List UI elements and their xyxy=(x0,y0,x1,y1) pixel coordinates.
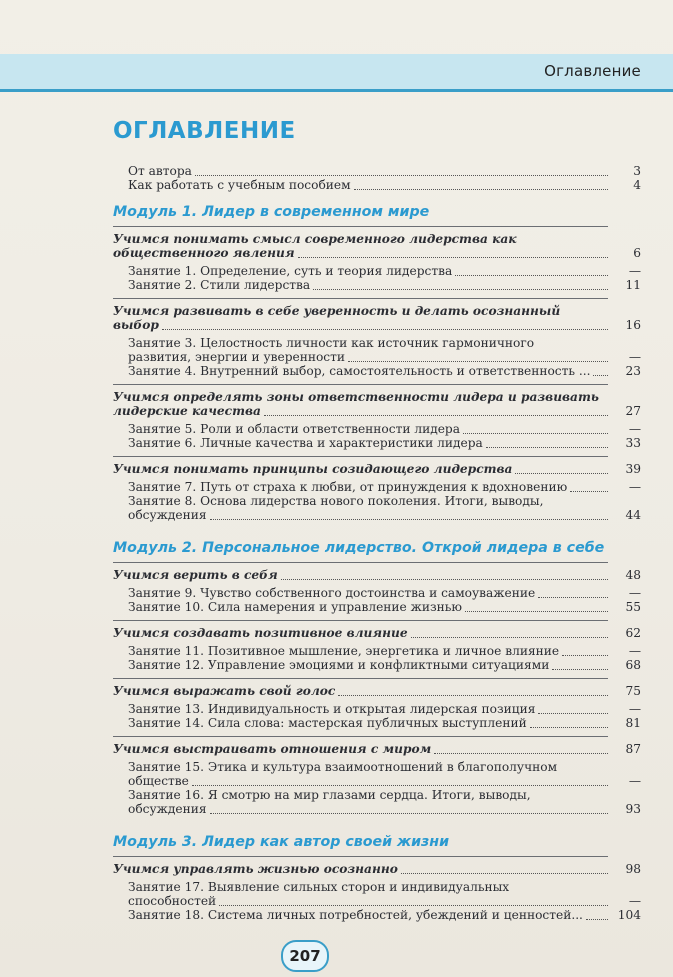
lesson-entry xyxy=(128,480,608,494)
page-title: ОГЛАВЛЕНИЕ xyxy=(113,118,296,144)
page-ref: — xyxy=(628,480,641,494)
lesson-entry-line: Занятие 5. Роли и области ответственности лидера xyxy=(128,422,460,436)
section-entry-line: Учимся управлять жизнью осознанно xyxy=(113,862,398,876)
front-entry-line: От автора xyxy=(128,164,192,178)
lesson-entry-line: обсуждения xyxy=(128,508,207,522)
page-ref: — xyxy=(628,774,641,788)
lesson-entry-line: Занятие 16. Я смотрю на мир глазами сердца. Итоги, выводы, xyxy=(128,788,531,802)
dot-leader xyxy=(298,257,608,258)
page-ref: 3 xyxy=(633,164,641,178)
dot-leader xyxy=(219,905,608,906)
front-entry-line: Как работать с учебным пособием xyxy=(128,178,351,192)
lesson-entry-line: Занятие 4. Внутренний выбор, самостоятельность и ответственность ... xyxy=(128,364,591,378)
module-heading: Модуль 1. Лидер в современном мире xyxy=(113,204,430,220)
dot-leader xyxy=(455,275,608,276)
page-ref: — xyxy=(628,422,641,436)
lesson-entry-line: Занятие 10. Сила намерения и управление жизнью xyxy=(128,600,462,614)
lesson-entry-line: обществе xyxy=(128,774,189,788)
dot-leader xyxy=(210,813,608,814)
lesson-entry xyxy=(128,702,608,716)
dot-leader xyxy=(411,637,608,638)
page-ref: 48 xyxy=(625,568,641,582)
page-ref: — xyxy=(628,702,641,716)
lesson-entry xyxy=(128,336,608,364)
lesson-entry-line: Занятие 7. Путь от страха к любви, от принуждения к вдохновению xyxy=(128,480,568,494)
page-ref: — xyxy=(628,586,641,600)
section-entry-line: Учимся понимать смысл современного лидерства как xyxy=(113,232,517,246)
dot-leader xyxy=(195,175,608,176)
page-ref: — xyxy=(628,894,641,908)
section-separator xyxy=(113,384,608,385)
section-separator xyxy=(113,562,608,563)
dot-leader xyxy=(338,695,608,696)
page-number: 207 xyxy=(281,940,329,972)
lesson-entry xyxy=(128,364,608,378)
lesson-entry xyxy=(128,644,608,658)
running-title: Оглавление xyxy=(544,62,641,80)
section-entry xyxy=(113,232,608,260)
dot-leader xyxy=(530,727,608,728)
module-heading: Модуль 2. Персональное лидерство. Открой лидера в себе xyxy=(113,540,605,556)
dot-leader xyxy=(354,189,608,190)
section-entry-line: Учимся верить в себя xyxy=(113,568,278,582)
page-ref: 55 xyxy=(625,600,641,614)
page-ref: — xyxy=(628,644,641,658)
section-entry xyxy=(113,390,608,418)
lesson-entry-line: способностей xyxy=(128,894,217,908)
section-entry-line: общественного явления xyxy=(113,246,295,260)
page-ref: 81 xyxy=(625,716,641,730)
dot-leader xyxy=(313,289,608,290)
lesson-entry xyxy=(128,658,608,672)
page-ref: 33 xyxy=(625,436,641,450)
section-separator xyxy=(113,456,608,457)
lesson-entry xyxy=(128,586,608,600)
section-separator xyxy=(113,298,608,299)
dot-leader xyxy=(434,753,608,754)
section-entry-line: Учимся определять зоны ответственности лидера и развивать xyxy=(113,390,599,404)
page-ref: — xyxy=(628,350,641,364)
page-ref: 23 xyxy=(625,364,641,378)
page-ref: 27 xyxy=(625,404,641,418)
lesson-entry-line: Занятие 17. Выявление сильных сторон и индивидуальных xyxy=(128,880,510,894)
lesson-entry-line: Занятие 8. Основа лидерства нового поколения. Итоги, выводы, xyxy=(128,494,544,508)
lesson-entry xyxy=(128,788,608,816)
section-entry-line: Учимся понимать принципы созидающего лидерства xyxy=(113,462,513,476)
section-entry xyxy=(113,304,608,332)
page-ref: 62 xyxy=(625,626,641,640)
page-ref: 68 xyxy=(625,658,641,672)
lesson-entry xyxy=(128,880,608,908)
lesson-entry-line: Занятие 2. Стили лидерства xyxy=(128,278,311,292)
page-ref: 6 xyxy=(633,246,641,260)
section-separator xyxy=(113,736,608,737)
page-ref: 4 xyxy=(633,178,641,192)
dot-leader xyxy=(552,669,608,670)
page-ref: 98 xyxy=(625,862,641,876)
page-ref: 75 xyxy=(625,684,641,698)
section-entry-line: лидерские качества xyxy=(113,404,261,418)
lesson-entry-line: Занятие 18. Система личных потребностей, убеждений и ценностей... xyxy=(128,908,583,922)
dot-leader xyxy=(515,473,608,474)
dot-leader xyxy=(264,415,608,416)
header-rule xyxy=(0,89,673,92)
section-separator xyxy=(113,620,608,621)
lesson-entry-line: обсуждения xyxy=(128,802,207,816)
page-ref: 104 xyxy=(617,908,641,922)
lesson-entry-line: Занятие 3. Целостность личности как источник гармоничного xyxy=(128,336,535,350)
lesson-entry-line: Занятие 12. Управление эмоциями и конфликтными ситуациями xyxy=(128,658,550,672)
page-ref: — xyxy=(628,264,641,278)
module-heading: Модуль 3. Лидер как автор своей жизни xyxy=(113,834,450,850)
lesson-entry-line: Занятие 11. Позитивное мышление, энергетика и личное влияние xyxy=(128,644,560,658)
dot-leader xyxy=(210,519,608,520)
dot-leader xyxy=(486,447,608,448)
page-ref: 87 xyxy=(625,742,641,756)
section-separator xyxy=(113,678,608,679)
page-ref: 39 xyxy=(625,462,641,476)
lesson-entry xyxy=(128,760,608,788)
lesson-entry-line: Занятие 15. Этика и культура взаимоотношений в благополучном xyxy=(128,760,558,774)
page-ref: 11 xyxy=(625,278,641,292)
dot-leader xyxy=(281,579,608,580)
section-entry-line: выбор xyxy=(113,318,159,332)
page-ref: 16 xyxy=(625,318,641,332)
section-separator xyxy=(113,856,608,857)
lesson-entry-line: Занятие 6. Личные качества и характеристики лидера xyxy=(128,436,483,450)
lesson-entry-line: Занятие 13. Индивидуальность и открытая лидерская позиция xyxy=(128,702,536,716)
lesson-entry xyxy=(128,908,608,922)
dot-leader xyxy=(162,329,608,330)
dot-leader xyxy=(465,611,608,612)
section-separator xyxy=(113,226,608,227)
section-entry-line: Учимся выстраивать отношения с миром xyxy=(113,742,432,756)
dot-leader xyxy=(538,713,608,714)
lesson-entry-line: Занятие 1. Определение, суть и теория лидерства xyxy=(128,264,453,278)
section-entry-line: Учимся выражать свой голос xyxy=(113,684,336,698)
dot-leader xyxy=(401,873,608,874)
page-ref: 93 xyxy=(625,802,641,816)
lesson-entry-line: Занятие 9. Чувство собственного достоинства и самоуважение xyxy=(128,586,536,600)
dot-leader xyxy=(192,785,608,786)
dot-leader xyxy=(538,597,608,598)
section-entry-line: Учимся создавать позитивное влияние xyxy=(113,626,408,640)
dot-leader xyxy=(348,361,608,362)
lesson-entry-line: Занятие 14. Сила слова: мастерская публичных выступлений xyxy=(128,716,527,730)
section-entry-line: Учимся развивать в себе уверенность и делать осознанный xyxy=(113,304,561,318)
lesson-entry xyxy=(128,494,608,522)
dot-leader xyxy=(463,433,608,434)
page-ref: 44 xyxy=(625,508,641,522)
lesson-entry-line: развития, энергии и уверенности xyxy=(128,350,346,364)
